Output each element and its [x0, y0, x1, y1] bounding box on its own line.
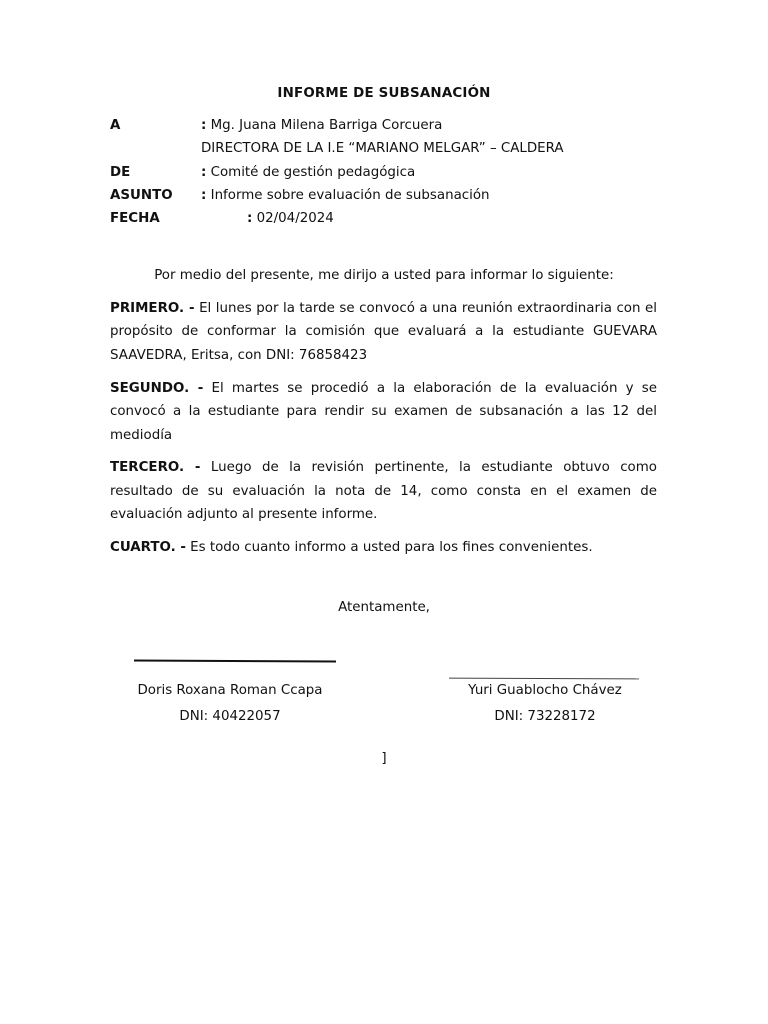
header-value-asunto: [201, 184, 490, 207]
header-label-a: A: [110, 118, 121, 133]
paragraph-text: El lunes por la tarde se convocó a una reunión extraordinaria con el propósito de conformar la comisión que evaluará a la estudiante GUEVARA SAAVEDRA, Eritsa, con DNI: 76858423: [110, 301, 657, 363]
header-colon: :: [201, 187, 207, 203]
signature-block-left: [135, 682, 325, 725]
paragraph-lead: CUARTO. -: [110, 540, 186, 556]
paragraph-cuarto: [110, 536, 657, 559]
intro-sentence: Por medio del presente, me dirijo a usted para informar lo siguiente:: [154, 268, 614, 283]
header-label-asunto: ASUNTO: [110, 187, 173, 203]
paragraph-text: Es todo cuanto informo a usted para los fines convenientes.: [185, 540, 593, 556]
signature-line-right: [449, 678, 639, 680]
sender-name: Comité de gestión pedagógica: [206, 164, 416, 180]
stray-bracket: ]: [381, 751, 387, 766]
date-text: 02/04/2024: [252, 211, 334, 227]
subject-text: Informe sobre evaluación de subsanación: [206, 187, 490, 203]
report-body: [110, 297, 657, 569]
header-label-de: DE: [110, 164, 131, 180]
header-colon: :: [201, 118, 207, 133]
header-colon: :: [201, 164, 207, 180]
header-value-a: [201, 114, 442, 137]
signer-name-left: Doris Roxana Roman Ccapa: [137, 683, 323, 698]
header-colon: :: [247, 211, 253, 227]
header-value-de: [201, 161, 415, 184]
paragraph-text: El martes se procedió a la elaboración de la evaluación y se convocó a la estudiante para rendir su examen de subsanación a las 12 del mediodía: [110, 380, 657, 443]
header-row-de: [110, 161, 670, 184]
header-row-a-line2: [110, 137, 670, 160]
paragraph-segundo: [110, 377, 657, 447]
recipient-name: Mg. Juana Milena Barriga Corcuera: [206, 118, 443, 133]
header-row-a: [110, 114, 670, 137]
signer-dni-left: DNI: 40422057: [179, 709, 281, 724]
header-label-fecha: FECHA: [110, 211, 160, 227]
document-title: INFORME DE SUBSANACIÓN: [277, 86, 491, 101]
recipient-title: DIRECTORA DE LA I.E “MARIANO MELGAR” – CALDERA: [201, 141, 564, 157]
paragraph-primero: [110, 297, 657, 367]
closing-salutation: Atentamente,: [338, 600, 430, 615]
signature-block-right: [450, 682, 640, 725]
signer-name-right: Yuri Guablocho Chávez: [468, 683, 622, 698]
header-row-fecha: [110, 207, 670, 230]
header-row-asunto: [110, 184, 670, 207]
paragraph-lead: TERCERO. -: [110, 460, 201, 476]
paragraph-text: Luego de la revisión pertinente, la estudiante obtuvo como resultado de su evaluación la nota de 14, como consta en el examen de evaluación adjunto al presente informe.: [110, 460, 657, 523]
paragraph-tercero: [110, 456, 657, 526]
signer-dni-right: DNI: 73228172: [494, 709, 596, 724]
paragraph-lead: SEGUNDO. -: [110, 380, 204, 396]
signature-line-left: [134, 659, 336, 662]
memo-header: [110, 114, 670, 230]
header-value-fecha: [247, 207, 334, 230]
paragraph-lead: PRIMERO. -: [110, 301, 195, 316]
